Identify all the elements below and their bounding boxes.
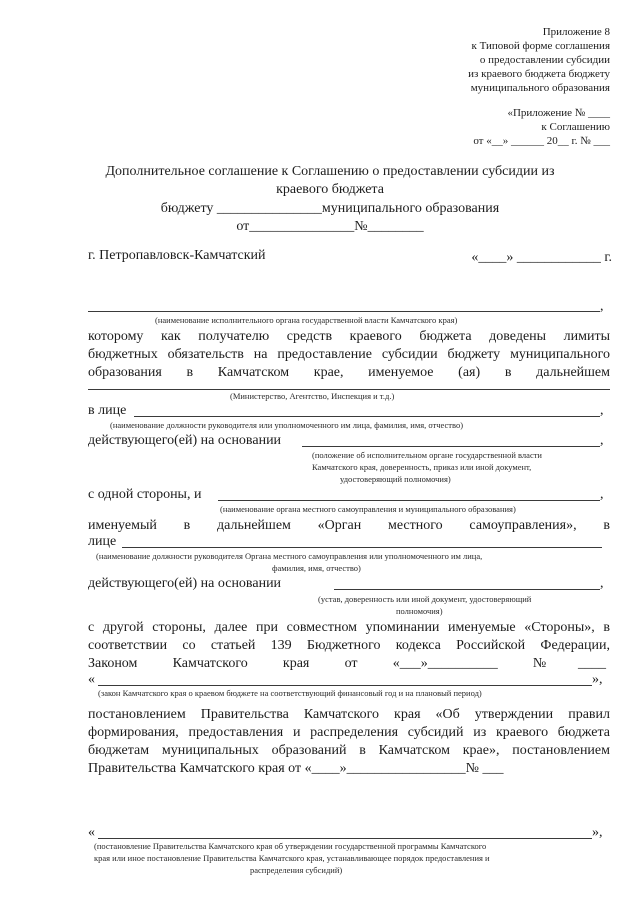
hint-local-body: (наименование органа местного самоуправления и муниципального образования) — [220, 504, 516, 514]
paragraph-3-line-1: постановлением Правительства Камчатского края «Об утверждении правил — [88, 707, 610, 722]
hint-program-a: (постановление Правительства Камчатского края об утверждении государственной программы Камчатского — [94, 841, 487, 851]
hint-program-c: распределения субсидий) — [250, 865, 343, 875]
acting-basis-label-1: действующего(ей) на основании — [88, 433, 282, 448]
hint-basis-1c: удостоверяющий полномочия) — [340, 474, 451, 484]
hint-budget-law: (закон Камчатского края о краевом бюджете на соответствующий финансовый год и на плановый период) — [98, 688, 482, 698]
city-name: г. Петропавловск-Камчатский — [88, 248, 266, 263]
comma-4: , — [600, 487, 604, 502]
paragraph-2-line-1: с другой стороны, далее при совместном упоминании именуемые «Стороны», в — [88, 620, 610, 635]
appendix-line-3: о предоставлении субсидии — [479, 54, 610, 66]
appendix-line-5: муниципального образования — [470, 82, 610, 94]
comma-2: , — [600, 403, 604, 418]
appendix-line-4: из краевого бюджета бюджету — [468, 68, 610, 80]
doc-title-line-4: от_______________№________ — [236, 219, 424, 234]
hint-head-position: (наименование должности руководителя или уполномоченного им лица, фамилия, имя, отчество) — [110, 420, 464, 430]
head-position-underline — [134, 416, 600, 417]
doc-title-line-1: Дополнительное соглашение к Соглашению о предоставлении субсидии из — [105, 164, 555, 179]
quote-close-1: », — [592, 672, 603, 687]
comma-1: , — [600, 299, 604, 314]
doc-title-line-2: краевого бюджета — [276, 182, 384, 197]
paragraph-2-line-2: соответствии со статьей 139 Бюджетного кодекса Российской Федерации, — [88, 638, 610, 653]
hint-basis-1b: Камчатского края, доверенность, приказ или иной документ, — [312, 462, 532, 472]
inner-appendix-line-1: «Приложение № ____ — [507, 107, 610, 119]
paragraph-1-line-3: образования в Камчатском крае, именуемое (ая) в дальнейшем — [88, 365, 610, 380]
program-underline — [98, 838, 592, 839]
basis-2-underline — [334, 589, 600, 590]
paragraph-3-line-3: бюджетам муниципальных образований в Камчатском крае», постановлением — [88, 743, 610, 758]
paragraph-2-line-3: Законом Камчатского края от «___»__________ №____ — [88, 656, 606, 671]
quote-close-2: », — [592, 825, 603, 840]
budget-law-underline — [98, 685, 592, 686]
quote-open-2: « — [88, 825, 95, 840]
appendix-line-2: к Типовой форме соглашения — [471, 40, 610, 52]
hint-basis-2a: (устав, доверенность или иной документ, удостоверяющий — [318, 594, 532, 604]
paragraph-3-line-4: Правительства Камчатского края от «____»_________________№ ___ — [88, 761, 504, 776]
hint-basis-1a: (положение об исполнительном органе государственной власти — [312, 450, 542, 460]
basis-1-underline — [302, 446, 600, 447]
executive-body-underline — [88, 311, 600, 312]
hint-executive-body: (наименование исполнительного органа государственной власти Камчатского края) — [155, 315, 458, 325]
hint-local-head-b: фамилия, имя, отчество) — [272, 563, 361, 573]
hint-basis-2b: полномочия) — [396, 606, 443, 616]
paragraph-1-line-1: которому как получателю средств краевого бюджета доведены лимиты — [88, 329, 610, 344]
appendix-line-1: Приложение 8 — [542, 26, 610, 38]
hint-ministry: (Министерство, Агентство, Инспекция и т.д.) — [230, 391, 395, 401]
hint-program-b: края или иное постановление Правительства Камчатского края, устанавливающее порядок предоставления и — [94, 853, 490, 863]
inner-appendix-line-3: от «__» ______ 20__ г. № ___ — [473, 135, 610, 147]
in-person-label: в лице — [88, 403, 127, 418]
paragraph-1-line-2: бюджетных обязательств на предоставление субсидии бюджету муниципального — [88, 347, 610, 362]
inner-appendix-line-2: к Соглашению — [541, 121, 610, 133]
named-line: именуемый в дальнейшем «Орган местного самоуправления», в — [88, 518, 610, 533]
ministry-underline — [88, 389, 610, 390]
signing-date: «____» ____________ г. — [471, 250, 612, 265]
one-side-label: с одной стороны, и — [88, 487, 202, 502]
doc-title-line-3: бюджету _______________муниципального образования — [160, 201, 500, 216]
comma-3: , — [600, 433, 604, 448]
hint-local-head-a: (наименование должности руководителя Органа местного самоуправления или уполномоченного им лица, — [96, 551, 483, 561]
comma-5: , — [600, 576, 604, 591]
local-head-underline — [122, 547, 602, 548]
paragraph-3-line-2: формирования, предоставления и распределения субсидий из краевого бюджета — [88, 725, 610, 740]
quote-open-1: « — [88, 672, 95, 687]
acting-basis-label-2: действующего(ей) на основании — [88, 576, 282, 591]
local-body-underline — [218, 500, 600, 501]
in-person-label-2: лице — [88, 534, 117, 549]
